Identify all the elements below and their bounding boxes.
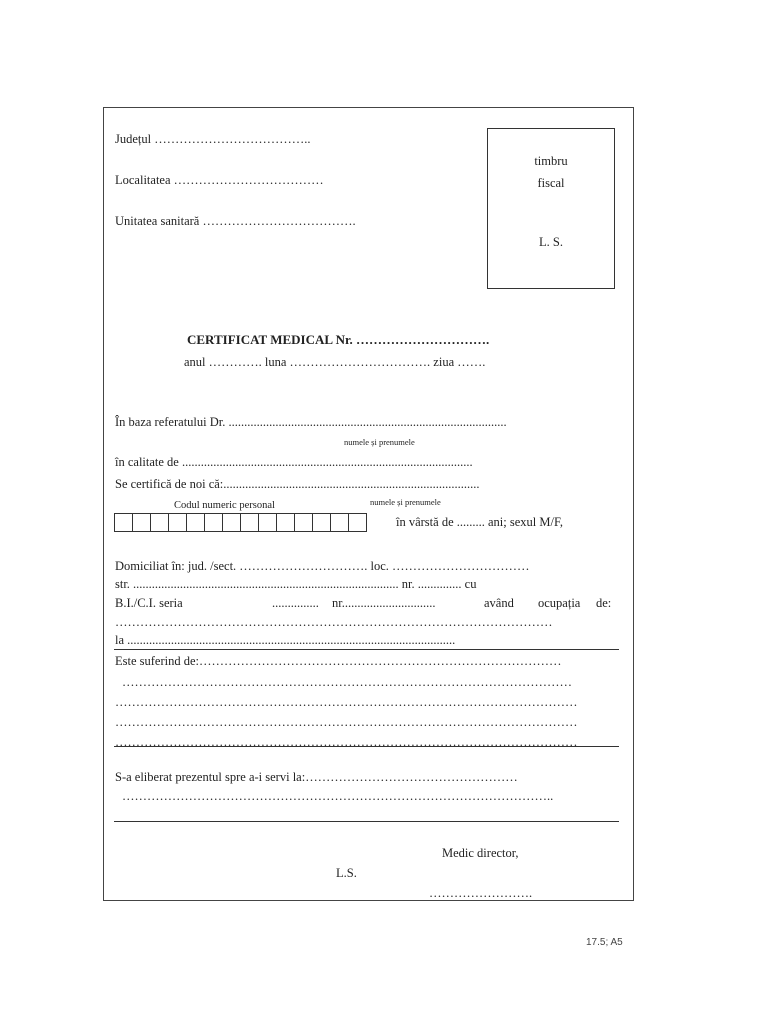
stamp-fiscal: fiscal bbox=[537, 176, 565, 190]
bi-avand: având bbox=[484, 596, 514, 610]
cnp-cell bbox=[294, 513, 313, 532]
bi-seria-label: B.I./C.I. seria bbox=[115, 596, 183, 610]
cnp-cell bbox=[132, 513, 151, 532]
bi-de: de: bbox=[596, 596, 612, 610]
cnp-cell bbox=[258, 513, 277, 532]
cnp-cell bbox=[150, 513, 169, 532]
suferind-line-5: ………………………………………………………………………………………………… bbox=[115, 735, 578, 749]
suferind-line: Este suferind de:…………………………………………………………………………… bbox=[115, 654, 562, 668]
cnp-cell bbox=[114, 513, 133, 532]
ocupatie-line: …………………………………………………………………………………………… bbox=[115, 615, 553, 629]
cnp-cell bbox=[204, 513, 223, 532]
cnp-cell bbox=[348, 513, 367, 532]
signature-ls: L.S. bbox=[336, 866, 357, 880]
judetul-field: Județul ……………………………….. bbox=[115, 132, 311, 146]
divider-2 bbox=[114, 746, 619, 747]
suferind-line-3: ………………………………………………………………………………………………… bbox=[115, 695, 578, 709]
signature-dots: ……………………. bbox=[429, 886, 533, 900]
cnp-cell bbox=[168, 513, 187, 532]
se-certifica-line: Se certifică de noi că:.................................................................................. bbox=[115, 477, 480, 491]
stamp-timbru: timbru bbox=[534, 154, 568, 168]
eliberat-line: S-a eliberat prezentul spre a-i servi la:…………………………………………… bbox=[115, 770, 518, 784]
calitate-line: în calitate de ............................................................................................. bbox=[115, 455, 473, 469]
cnp-boxes bbox=[114, 513, 366, 532]
numele-hint-2: numele și prenumele bbox=[370, 497, 441, 507]
stamp-ls: L. S. bbox=[539, 235, 563, 249]
medic-director-label: Medic director, bbox=[442, 846, 519, 860]
bi-seria-dots: ............... bbox=[272, 596, 319, 610]
cnp-cell bbox=[222, 513, 241, 532]
la-line: la ......................................................................................................... bbox=[115, 633, 456, 647]
cnp-cell bbox=[186, 513, 205, 532]
certificate-title: CERTIFICAT MEDICAL Nr. …………………………. bbox=[187, 332, 490, 347]
bi-ocupatia: ocupația bbox=[538, 596, 581, 610]
domiciliat-line: Domiciliat în: jud. /sect. …………………………. loc. …………………………… bbox=[115, 559, 530, 573]
certificate-form bbox=[103, 107, 634, 901]
suferind-line-2: ……………………………………………………………………………………………… bbox=[122, 675, 572, 689]
localitatea-field: Localitatea ……………………………… bbox=[115, 173, 324, 187]
referat-line: În baza referatului Dr. ......................................................................................... bbox=[115, 415, 507, 429]
cnp-cell bbox=[240, 513, 259, 532]
divider-3 bbox=[114, 821, 619, 822]
cnp-cell bbox=[312, 513, 331, 532]
cnp-cell bbox=[330, 513, 349, 532]
numele-hint-1: numele și prenumele bbox=[344, 437, 415, 447]
divider-1 bbox=[114, 649, 619, 650]
suferind-line-4: ………………………………………………………………………………………………… bbox=[115, 715, 578, 729]
cnp-label: Codul numeric personal bbox=[174, 500, 275, 511]
strada-line: str. ..................................................................................... nr. .............. cu bbox=[115, 577, 477, 591]
varsta-sex-line: în vârstă de ......... ani; sexul M/F, bbox=[396, 515, 564, 529]
bi-nr: nr.............................. bbox=[332, 596, 436, 610]
unitatea-sanitara-field: Unitatea sanitară ………………………………. bbox=[115, 214, 356, 228]
page-reference: 17.5; A5 bbox=[586, 937, 623, 948]
eliberat-line-2: ………………………………………………………………………………………….. bbox=[122, 789, 554, 803]
fiscal-stamp-box bbox=[487, 128, 615, 289]
cnp-cell bbox=[276, 513, 295, 532]
date-line: anul …………. luna ……………………………. ziua ……. bbox=[184, 355, 486, 369]
